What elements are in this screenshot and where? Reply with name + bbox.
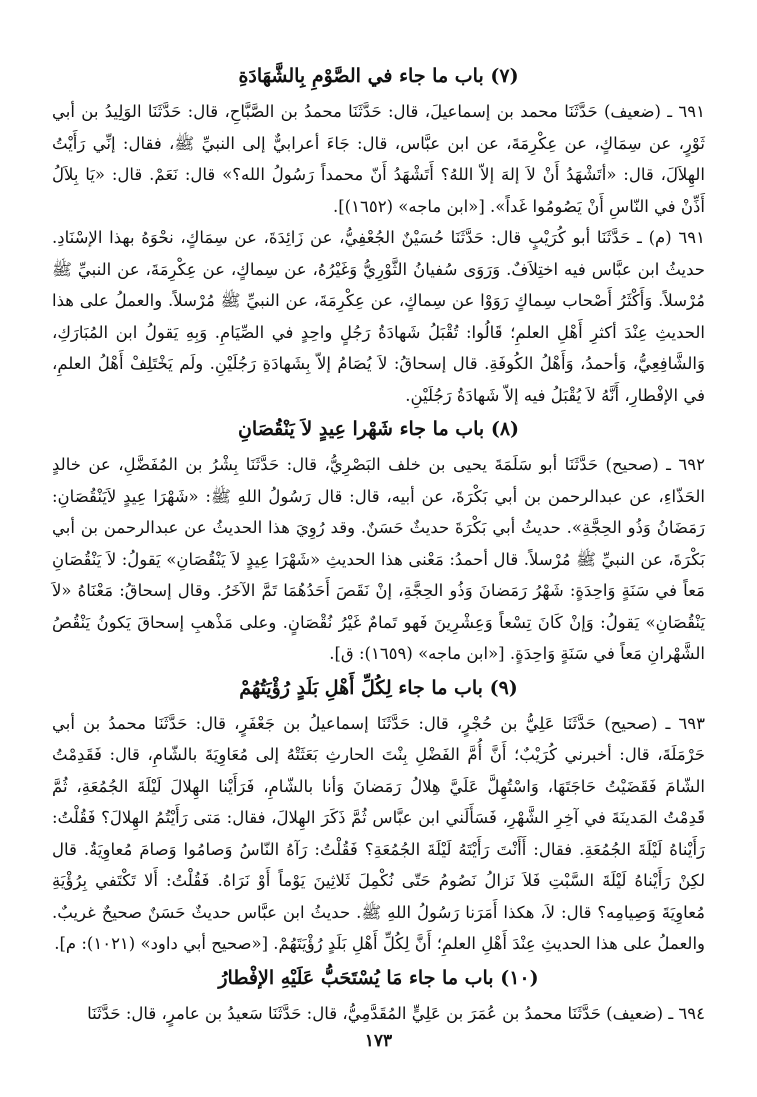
section-heading-7: (٧) باب ما جاء في الصَّوْمِ بِالشَّهَادَةِ bbox=[238, 65, 519, 87]
section-heading-8: (٨) باب ما جاء شَهْرا عِيدٍ لاَ يَنْقُصَانِ bbox=[237, 418, 520, 440]
hadith-692: ٦٩٢ ـ (صحيح) حَدَّثَنَا أبو سَلَمَةَ يحيى بن خلف البَصْرِيُّ، قال: حَدَّثَنَا بِشْرُ بن المُفَضَّلِ، عن خالدٍ الحَذّاءِ، عن عبدالرحمن بن أبي بَكْرَةَ، عن أبيه، قال: قال رَسُولُ اللهِ ﷺ: «شَهْرَا عِيدٍ لاَيَنْقُصَانِ: رَمَضَانُ وَذُو الحِجَّةِ». حديثُ أبي بَكْرَةَ حديثٌ حَسَنٌ. وقد رُوِيَ هذا الحديثُ عن عبدالرحمن بن أبي بَكْرَةَ، عن النبيِّ ﷺ مُرْسلاً. قال أحمدُ: مَعْنى هذا الحديثِ «شَهْرَا عِيدٍ لاَ يَنْقُصَانِ» يَقولُ: لاَ يَنْقُصَانِ مَعاً في سَنَةٍ وَاحِدَةٍ: شَهْرُ رَمَضانَ وَذُو الحِجَّةِ، إنْ نَقَصَ أَحَدُهُمَا تَمَّ الآخَرُ. وقال إسحاقُ: مَعْنَاهُ «لاَ يَنْقُصَانِ» يَقولُ: وَإنْ كَانَ تِسْعاً وَعِشْرِينَ فَهو تَمامٌ غَيْرُ نُقْصَانٍ. وعلى مَذْهبِ إسحاقَ يَكونُ يَنْقُصُ الشَّهْرانِ مَعاً في سَنَةٍ وَاحِدَةٍ. [«ابن ماجه» (١٦٥٩): ق]. bbox=[52, 455, 705, 663]
hadith-691-m: ٦٩١ (م) ـ حَدَّثَنَا أبو كُرَيْبٍ قال: حَدَّثَنَا حُسَيْنٌ الجُعْفِيُّ، عن زَائِدَةَ، عن سِمَاكٍ، نحْوَهُ بهذا الإسْنَادِ. حديثُ ابن عبَّاس فيه اختِلاَفٌ. وَرَوَى سُفيانُ الثَّوْرِيُّ وَغَيْرُهُ، عن سِماكٍ، عن عِكْرِمَةَ، عن النبيِّ ﷺ مُرْسلاً. وَأَكْثَرُ أَصْحاب سِماكٍ رَوَوْا عن سِماكٍ، عن عِكْرِمَةَ، عن النبيِّ ﷺ مُرْسلاً. والعملُ على هذا الحديثِ عِنْدَ أكثرِ أَهْلِ العلمِ؛ قَالُوا: تُقْبَلُ شَهادَةُ رَجُلٍ واحِدٍ في الصِّيَامِ. وَبِهِ يَقولُ ابن المُبَارَكِ، وَالشَّافِعِيُّ، وَأحمدُ، وَأَهْلُ الكُوفَةِ. قال إسحاقُ: لاَ يُصَامُ إلاّ بِشَهادَةِ رَجُلَيْنِ. ولَم يَخْتَلِفْ أَهْلُ العلمِ، في الإفْطارِ، أَنَّهُ لاَ يُقْبَلُ فيه إلاّ شَهادَةُ رَجُلَيْنِ. bbox=[52, 228, 705, 405]
page-number: ١٧٣ bbox=[364, 1031, 393, 1051]
hadith-694: ٦٩٤ ـ (ضعيف) حَدَّثَنَا محمدُ بن عُمَرَ بن عَلِيٍّ المُقَدَّمِيُّ، قال: حَدَّثَنَا سَعيدُ بن عامرٍ، قال: حَدَّثَنَا bbox=[87, 1003, 705, 1023]
section-heading-10: (١٠) باب ما جاء مَا يُسْتَحَبُّ عَلَيْهِ الإفْطارُ bbox=[218, 966, 539, 989]
hadith-691: ٦٩١ ـ (ضعيف) حَدَّثَنَا محمد بن إسماعيلَ، قال: حَدَّثَنَا محمدُ بن الصَّبَّاحِ، قال: حَدَّثَنَا الوَلِيدُ بن أبي ثَوْرٍ، عن سِمَاكٍ، عن عِكْرِمَةَ، عن ابن عبَّاس، قال: جَاءَ أعرابيٌّ إلى النبيِّ ﷺ، فقال: إنِّي رَأَيْتُ الهِلاَلَ، قال: «أتَشْهَدُ أَنْ لاَ إلهَ إلاّ اللهُ؟ أَتَشْهَدُ أَنّ محمداً رَسُولُ الله؟» قال: نَعَمْ. قال: «يَا بِلاَلُ أَذِّنْ في النّاسِ أَنْ يَصُومُوا غَداً». [«ابن ماجه» (١٦٥٢)]. bbox=[52, 102, 705, 216]
section-heading-9: (٩) باب ما جاء لِكُلِّ أَهْلِ بَلَدٍ رُؤْيَتُهُمْ bbox=[239, 676, 518, 699]
hadith-693: ٦٩٣ ـ (صحيح) حَدَّثَنَا عَلِيُّ بن حُجْرٍ، قال: حَدَّثَنَا إسماعيلُ بن جَعْفَرٍ، قال: حَدَّثَنَا محمدُ بن أبي حَرْمَلَةَ، قال: أخبرني كُرَيْبٌ؛ أَنَّ أُمَّ الفَضْلِ بِنْتَ الحارثِ بَعَثَتْهُ إلى مُعَاوِيَةَ بالشّامِ، قال: فَقَدِمْتُ الشّامَ فَقَضَيْتُ حَاجَتَهَا، وَاسْتُهِلَّ عَلَيَّ هِلالُ رَمَضانَ وَأنا بالشّامِ، فَرَأَيْنا الهِلالَ لَيْلَةَ الجُمُعَةِ، ثُمَّ قَدِمْتُ المَدينَةَ في آخِرِ الشَّهْرِ، فَسَأَلَني ابن عبَّاس ثُمَّ ذَكَرَ الهِلالَ، فقال: مَتى رَأَيْتُمُ الهِلالَ؟ فَقُلْتُ: رَأَيْناهُ لَيْلَةَ الجُمُعَةِ. فقال: أَأَنْتَ رَأَيْتَهُ لَيْلَةَ الجُمُعَةِ؟ فَقُلْتُ: رَآهُ النّاسُ وَصامُوا وَصامَ مُعاوِيَةُ. قال لكِنْ رَأَيْناهُ لَيْلَةَ السَّبْتِ فَلاَ نَزالُ نَصُومُ حَتّى نُكْمِلَ ثَلاثِينَ يَوْماً أَوْ نَرَاهُ. فَقُلْتُ: أَلا تَكْتَفي بِرُؤْيَةِ مُعاوِيَةَ وَصِيامِه؟ قال: لاَ، هكذا أَمَرَنا رَسُولُ اللهِ ﷺ. حديثُ ابن عبَّاس حديثٌ حَسَنٌ صحيحٌ غريبٌ. والعملُ على هذا الحديثِ عِنْدَ أَهْلِ العلمِ؛ أَنَّ لِكُلِّ أَهْلِ بَلَدٍ رُؤْيَتَهُمْ. [«صحيح أبي داود» (١٠٢١): م]. bbox=[52, 713, 705, 953]
